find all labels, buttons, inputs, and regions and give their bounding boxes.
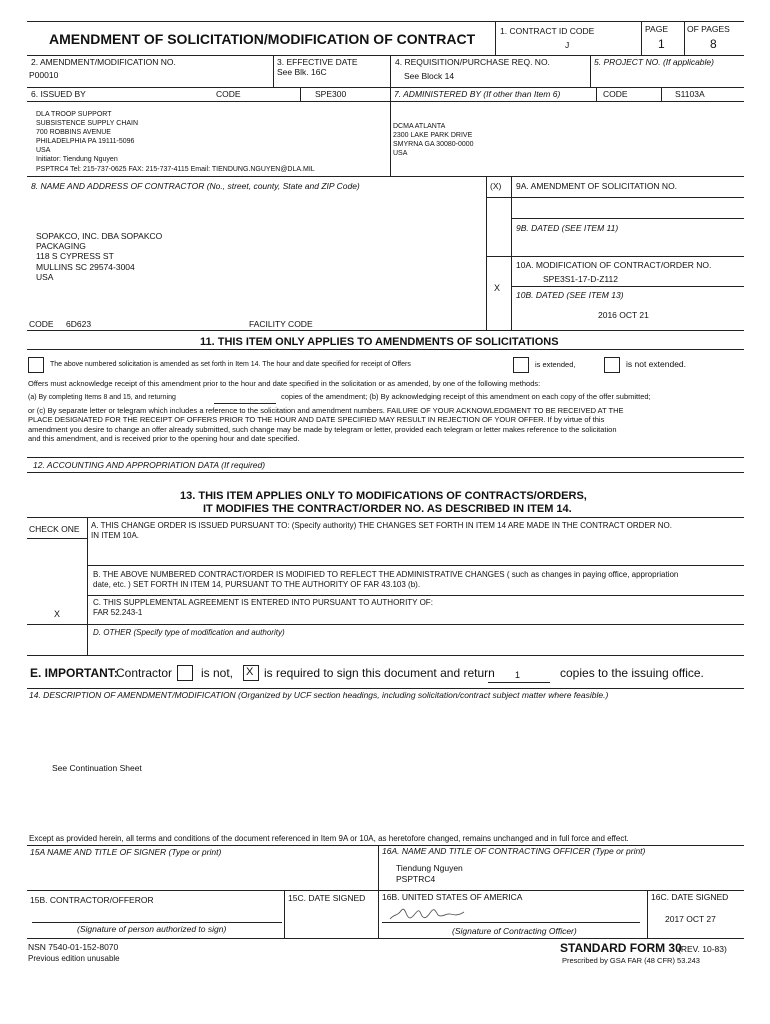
administered-by-address: DCMA ATLANTA 2300 LAKE PARK DRIVE SMYRNA GA 30080-0000 USA <box>393 123 474 158</box>
admin-code-value[interactable]: S1103A <box>675 89 705 99</box>
is-not-extended-label: is not extended. <box>626 359 687 369</box>
project-no-label: 5. PROJECT NO. (If applicable) <box>594 57 714 67</box>
page-number: 1 <box>658 37 665 51</box>
item13-c-text[interactable]: C. THIS SUPPLEMENTAL AGREEMENT IS ENTERED INTO PURSUANT TO AUTHORITY OF: FAR 52.243-1 <box>93 598 433 618</box>
important-contractor: Contractor <box>116 666 173 680</box>
b15b-label: 15B. CONTRACTOR/OFFEROR <box>30 895 154 905</box>
method-a-part1: (a) By completing Items 8 and 15, and returning <box>28 394 176 401</box>
copies-count[interactable]: 1 <box>515 670 521 680</box>
contractor-code-value[interactable]: 6D623 <box>66 319 92 329</box>
contract-id-value[interactable]: J <box>565 40 570 50</box>
contractor-code-label: CODE <box>29 319 54 329</box>
item13-heading-1: 13. THIS ITEM APPLIES ONLY TO MODIFICATIONS OF CONTRACTS/ORDERS, <box>180 490 587 502</box>
copies-returned-field[interactable] <box>214 403 276 404</box>
issued-code-value[interactable]: SPE300 <box>315 89 347 99</box>
previous-edition-note: Previous edition unusable <box>28 954 120 963</box>
b16a-label: 16A. NAME AND TITLE OF CONTRACTING OFFICER (Type or print) <box>382 846 646 856</box>
sig-person-caption: (Signature of person authorized to sign) <box>77 924 227 934</box>
admin-code-label: CODE <box>603 89 628 99</box>
facility-code-label: FACILITY CODE <box>249 319 313 329</box>
offers-text: Offers must acknowledge receipt of this amendment prior to the hour and date specified in the solicitation or as amended, by one of the following methods: <box>28 379 541 388</box>
effective-date-label: 3. EFFECTIVE DATE <box>277 57 358 67</box>
contractor-address: SOPAKCO, INC. DBA SOPAKCO PACKAGING 118 S CYPRESS ST MULLINS SC 29574-3004 USA <box>36 231 163 282</box>
nsn-number: NSN 7540-01-152-8070 <box>28 942 119 952</box>
form-title: AMENDMENT OF SOLICITATION/MODIFICATION OF CONTRACT <box>49 31 476 47</box>
amendment-no-label: 2. AMENDMENT/MODIFICATION NO. <box>31 57 176 67</box>
method-c-text: or (c) By separate letter or telegram which includes a reference to the solicitation and amendment numbers. FAILURE OF YOUR ACKNOWLEDGMENT TO BE RECEIVED AT THE PLACE DESIGNATED FOR THE RECEIPT OF OFFERS PRIOR TO THE HOUR AND DATE SPECIFIED MAY RESULT IN REJECTION OF YOUR OFFER. If by virtue of this amendment you desire to change an offer already submitted, such change may be made by telegram or letter, provided each telegram or letter makes reference to the solicitation and this amendment, and is received prior to the opening hour and date specified. <box>28 406 624 444</box>
page-count: 8 <box>710 37 717 51</box>
method-a-part2: copies of the amendment; (b) By acknowledging receipt of this amendment on each copy of the offer submitted; <box>281 392 651 401</box>
b16c-value[interactable]: 2017 OCT 27 <box>665 914 716 924</box>
item14-label: 14. DESCRIPTION OF AMENDMENT/MODIFICATION (Organized by UCF section headings, including solicitation/contract subject matter where feasible.) <box>29 690 609 700</box>
terms-unchanged-text: Except as provided herein, all terms and conditions of the document referenced in Item 9A or 10A, as heretofore changed, remains unchanged and in full force and effect. <box>29 834 629 843</box>
item11-heading: 11. THIS ITEM ONLY APPLIES TO AMENDMENTS OF SOLICITATIONS <box>200 336 559 348</box>
check-one-label: CHECK ONE <box>29 524 80 534</box>
b10a-check-mark[interactable]: X <box>494 283 501 293</box>
amendment-no-value[interactable]: P00010 <box>29 70 59 80</box>
effective-date-value[interactable]: See Blk. 16C <box>277 67 327 77</box>
contracting-officer-signature <box>388 904 478 924</box>
b10a-value[interactable]: SPE3S1-17-D-Z112 <box>543 274 618 284</box>
item13-d-text[interactable]: D. OTHER (Specify type of modification and authority) <box>93 628 285 637</box>
important-required: is required to sign this document and return <box>264 666 495 680</box>
b16a-value: Tiendung Nguyen PSPTRC4 <box>396 863 463 885</box>
item13-b-text[interactable]: B. THE ABOVE NUMBERED CONTRACT/ORDER IS MODIFIED TO REFLECT THE ADMINISTRATIVE CHANGES ( such as changes in paying office, appropriation date, etc. ) SET FORTH IN ITEM 14, PURSUANT TO THE AUTHORITY OF FAR 43.103 (b). <box>93 570 679 590</box>
item13-heading-2: IT MODIFIES THE CONTRACT/ORDER NO. AS DESCRIBED IN ITEM 14. <box>203 503 572 515</box>
b10b-label: 10B. DATED (SEE ITEM 13) <box>516 290 624 300</box>
important-is-not: is not, <box>201 666 234 680</box>
important-copies-to: copies to the issuing office. <box>560 666 704 680</box>
b16c-label: 16C. DATE SIGNED <box>651 892 729 902</box>
b15a-label: 15A NAME AND TITLE OF SIGNER (Type or print) <box>30 847 222 857</box>
is-required-check-mark: X <box>246 666 254 678</box>
x-column-label: (X) <box>490 181 502 191</box>
requisition-value[interactable]: See Block 14 <box>404 71 455 81</box>
b9a-label: 9A. AMENDMENT OF SOLICITATION NO. <box>516 181 678 191</box>
accounting-data-label: 12. ACCOUNTING AND APPROPRIATION DATA (If required) <box>33 460 266 470</box>
b15c-label: 15C. DATE SIGNED <box>288 893 366 903</box>
sig-officer-caption: (Signature of Contracting Officer) <box>452 926 577 936</box>
issued-by-address: DLA TROOP SUPPORT SUBSISTENCE SUPPLY CHAIN 700 ROBBINS AVENUE PHILADELPHIA PA 19111-5096 USA Initiator: Tiendung Nguyen PSPTRC4 Tel: 215-737-0625 FAX: 215-737-4115 Email: TIENDUNG.NGUYEN@DLA.MIL <box>36 111 315 173</box>
contract-id-label: 1. CONTRACT ID CODE <box>500 26 595 36</box>
is-not-extended-checkbox[interactable] <box>604 357 620 373</box>
item14-body: See Continuation Sheet <box>52 763 142 773</box>
is-not-checkbox[interactable] <box>177 665 193 681</box>
standard-form-label: STANDARD FORM 30 <box>560 941 682 955</box>
contractor-label: 8. NAME AND ADDRESS OF CONTRACTOR (No., street, county, State and ZIP Code) <box>31 181 360 191</box>
requisition-label: 4. REQUISITION/PURCHASE REQ. NO. <box>395 57 550 67</box>
is-extended-label: is extended, <box>535 360 576 369</box>
administered-by-label: 7. ADMINISTERED BY (If other than Item 6) <box>394 89 561 99</box>
page-label: PAGE <box>645 24 668 34</box>
contractor-signature-line[interactable] <box>32 922 282 923</box>
is-extended-checkbox[interactable] <box>513 357 529 373</box>
of-pages-label: OF PAGES <box>687 24 730 34</box>
item11-amended-checkbox[interactable] <box>28 357 44 373</box>
item11-line1: The above numbered solicitation is amended as set forth in Item 14. The hour and date specified for receipt of Offers <box>50 361 411 368</box>
issued-by-label: 6. ISSUED BY <box>31 89 86 99</box>
form-revision: (REV. 10-83) <box>678 944 727 954</box>
important-label: E. IMPORTANT: <box>30 666 118 680</box>
b10a-label: 10A. MODIFICATION OF CONTRACT/ORDER NO. <box>516 260 712 270</box>
item13-c-check-mark[interactable]: X <box>54 609 61 619</box>
prescribed-by: Prescribed by GSA FAR (48 CFR) 53.243 <box>562 956 700 965</box>
b9b-label: 9B. DATED (SEE ITEM 11) <box>516 223 619 233</box>
b10b-value[interactable]: 2016 OCT 21 <box>598 310 649 320</box>
item13-a-text[interactable]: A. THIS CHANGE ORDER IS ISSUED PURSUANT TO: (Specify authority) THE CHANGES SET FORTH IN ITEM 14 ARE MADE IN THE CONTRACT ORDER NO. IN ITEM 10A. <box>91 521 672 541</box>
issued-code-label: CODE <box>216 89 241 99</box>
b16b-label: 16B. UNITED STATES OF AMERICA <box>382 892 523 902</box>
